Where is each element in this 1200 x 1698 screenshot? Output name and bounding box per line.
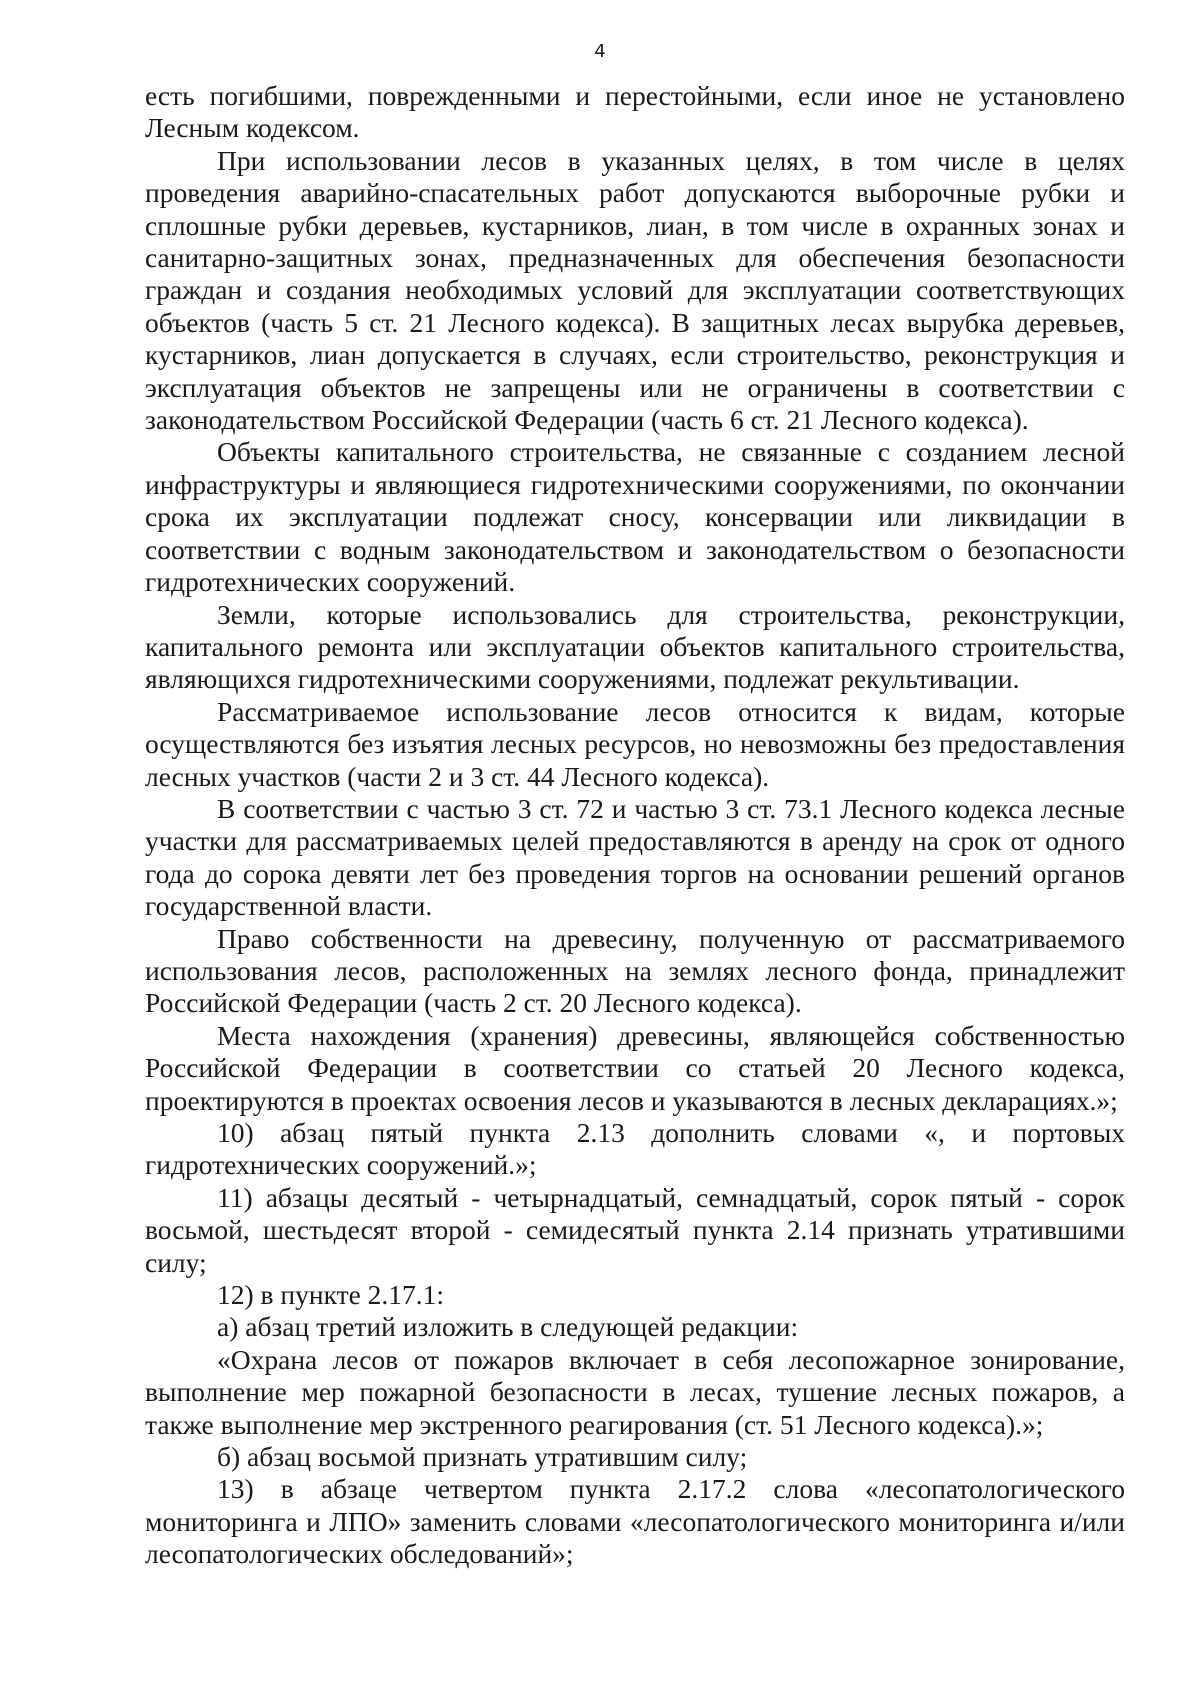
paragraph: Места нахождения (хранения) древесины, являющейся собственностью Российской Федерации в соответствии со статьей 20 Лесного кодекса, проектируются в проектах освоения лесов и указываются в лесных декларациях.»; [145,1019,1125,1116]
page-number: 4 [594,41,606,62]
paragraph-continuation: есть погибшими, поврежденными и перестойными, если иное не установлено Лесным кодексом. [145,80,1125,144]
quoted-paragraph: «Охрана лесов от пожаров включает в себя лесопожарное зонирование, выполнение мер пожарной безопасности в лесах, тушение лесных пожаров, а также выполнение мер экстренного реагирования (ст. 51 Лесного кодекса).»; [145,1343,1125,1440]
paragraph: Право собственности на древесину, полученную от рассматриваемого использования лесов, расположенных на землях лесного фонда, принадлежит Российской Федерации (часть 2 ст. 20 Лесного кодекса). [145,922,1125,1019]
amendment-item-10: 10) абзац пятый пункта 2.13 дополнить словами «, и портовых гидротехнических сооружений.»; [145,1117,1125,1181]
amendment-item-12: 12) в пункте 2.17.1: [217,1279,445,1311]
paragraph: Объекты капитального строительства, не связанные с созданием лесной инфраструктуры и являющиеся гидротехническими сооружениями, по окончании срока их эксплуатации подлежат сносу, консервации или ликвидации в соответствии с водным законодательством и законодательством о безопасности гидротехнических сооружений. [145,436,1125,598]
amendment-item-13: 13) в абзаце четвертом пункта 2.17.2 слова «лесопатологического мониторинга и ЛПО» заменить словами «лесопатологического мониторинга и/или лесопатологических обследований»; [145,1473,1125,1570]
paragraph: Рассматриваемое использование лесов относится к видам, которые осуществляются без изъятия лесных ресурсов, но невозможны без предоставления лесных участков (части 2 и 3 ст. 44 Лесного кодекса). [145,695,1125,792]
paragraph: Земли, которые использовались для строительства, реконструкции, капитального ремонта или эксплуатации объектов капитального строительства, являющихся гидротехническими сооружениями, подлежат рекультивации. [145,598,1125,695]
amendment-item-11: 11) абзацы десятый - четырнадцатый, семнадцатый, сорок пятый - сорок восьмой, шестьдесят второй - семидесятый пункта 2.14 признать утратившими силу; [145,1181,1125,1278]
document-body [145,80,1125,1571]
paragraph: В соответствии с частью 3 ст. 72 и частью 3 ст. 73.1 Лесного кодекса лесные участки для рассматриваемых целей предоставляются в аренду на срок от одного года до сорока девяти лет без проведения торгов на основании решений органов государственной власти. [145,792,1125,922]
paragraph: При использовании лесов в указанных целях, в том числе в целях проведения аварийно-спасательных работ допускаются выборочные рубки и сплошные рубки деревьев, кустарников, лиан, в том числе в охранных зонах и санитарно-защитных зонах, предназначенных для обеспечения безопасности граждан и создания необходимых условий для эксплуатации соответствующих объектов (часть 5 ст. 21 Лесного кодекса). В защитных лесах вырубка деревьев, кустарников, лиан допускается в случаях, если строительство, реконструкция и эксплуатация объектов не запрещены или не ограничены в соответствии с законодательством Российской Федерации (часть 6 ст. 21 Лесного кодекса). [145,144,1125,436]
amendment-subitem-b: б) абзац восьмой признать утратившим силу; [217,1441,748,1473]
amendment-subitem-a: а) абзац третий изложить в следующей редакции: [217,1311,799,1343]
